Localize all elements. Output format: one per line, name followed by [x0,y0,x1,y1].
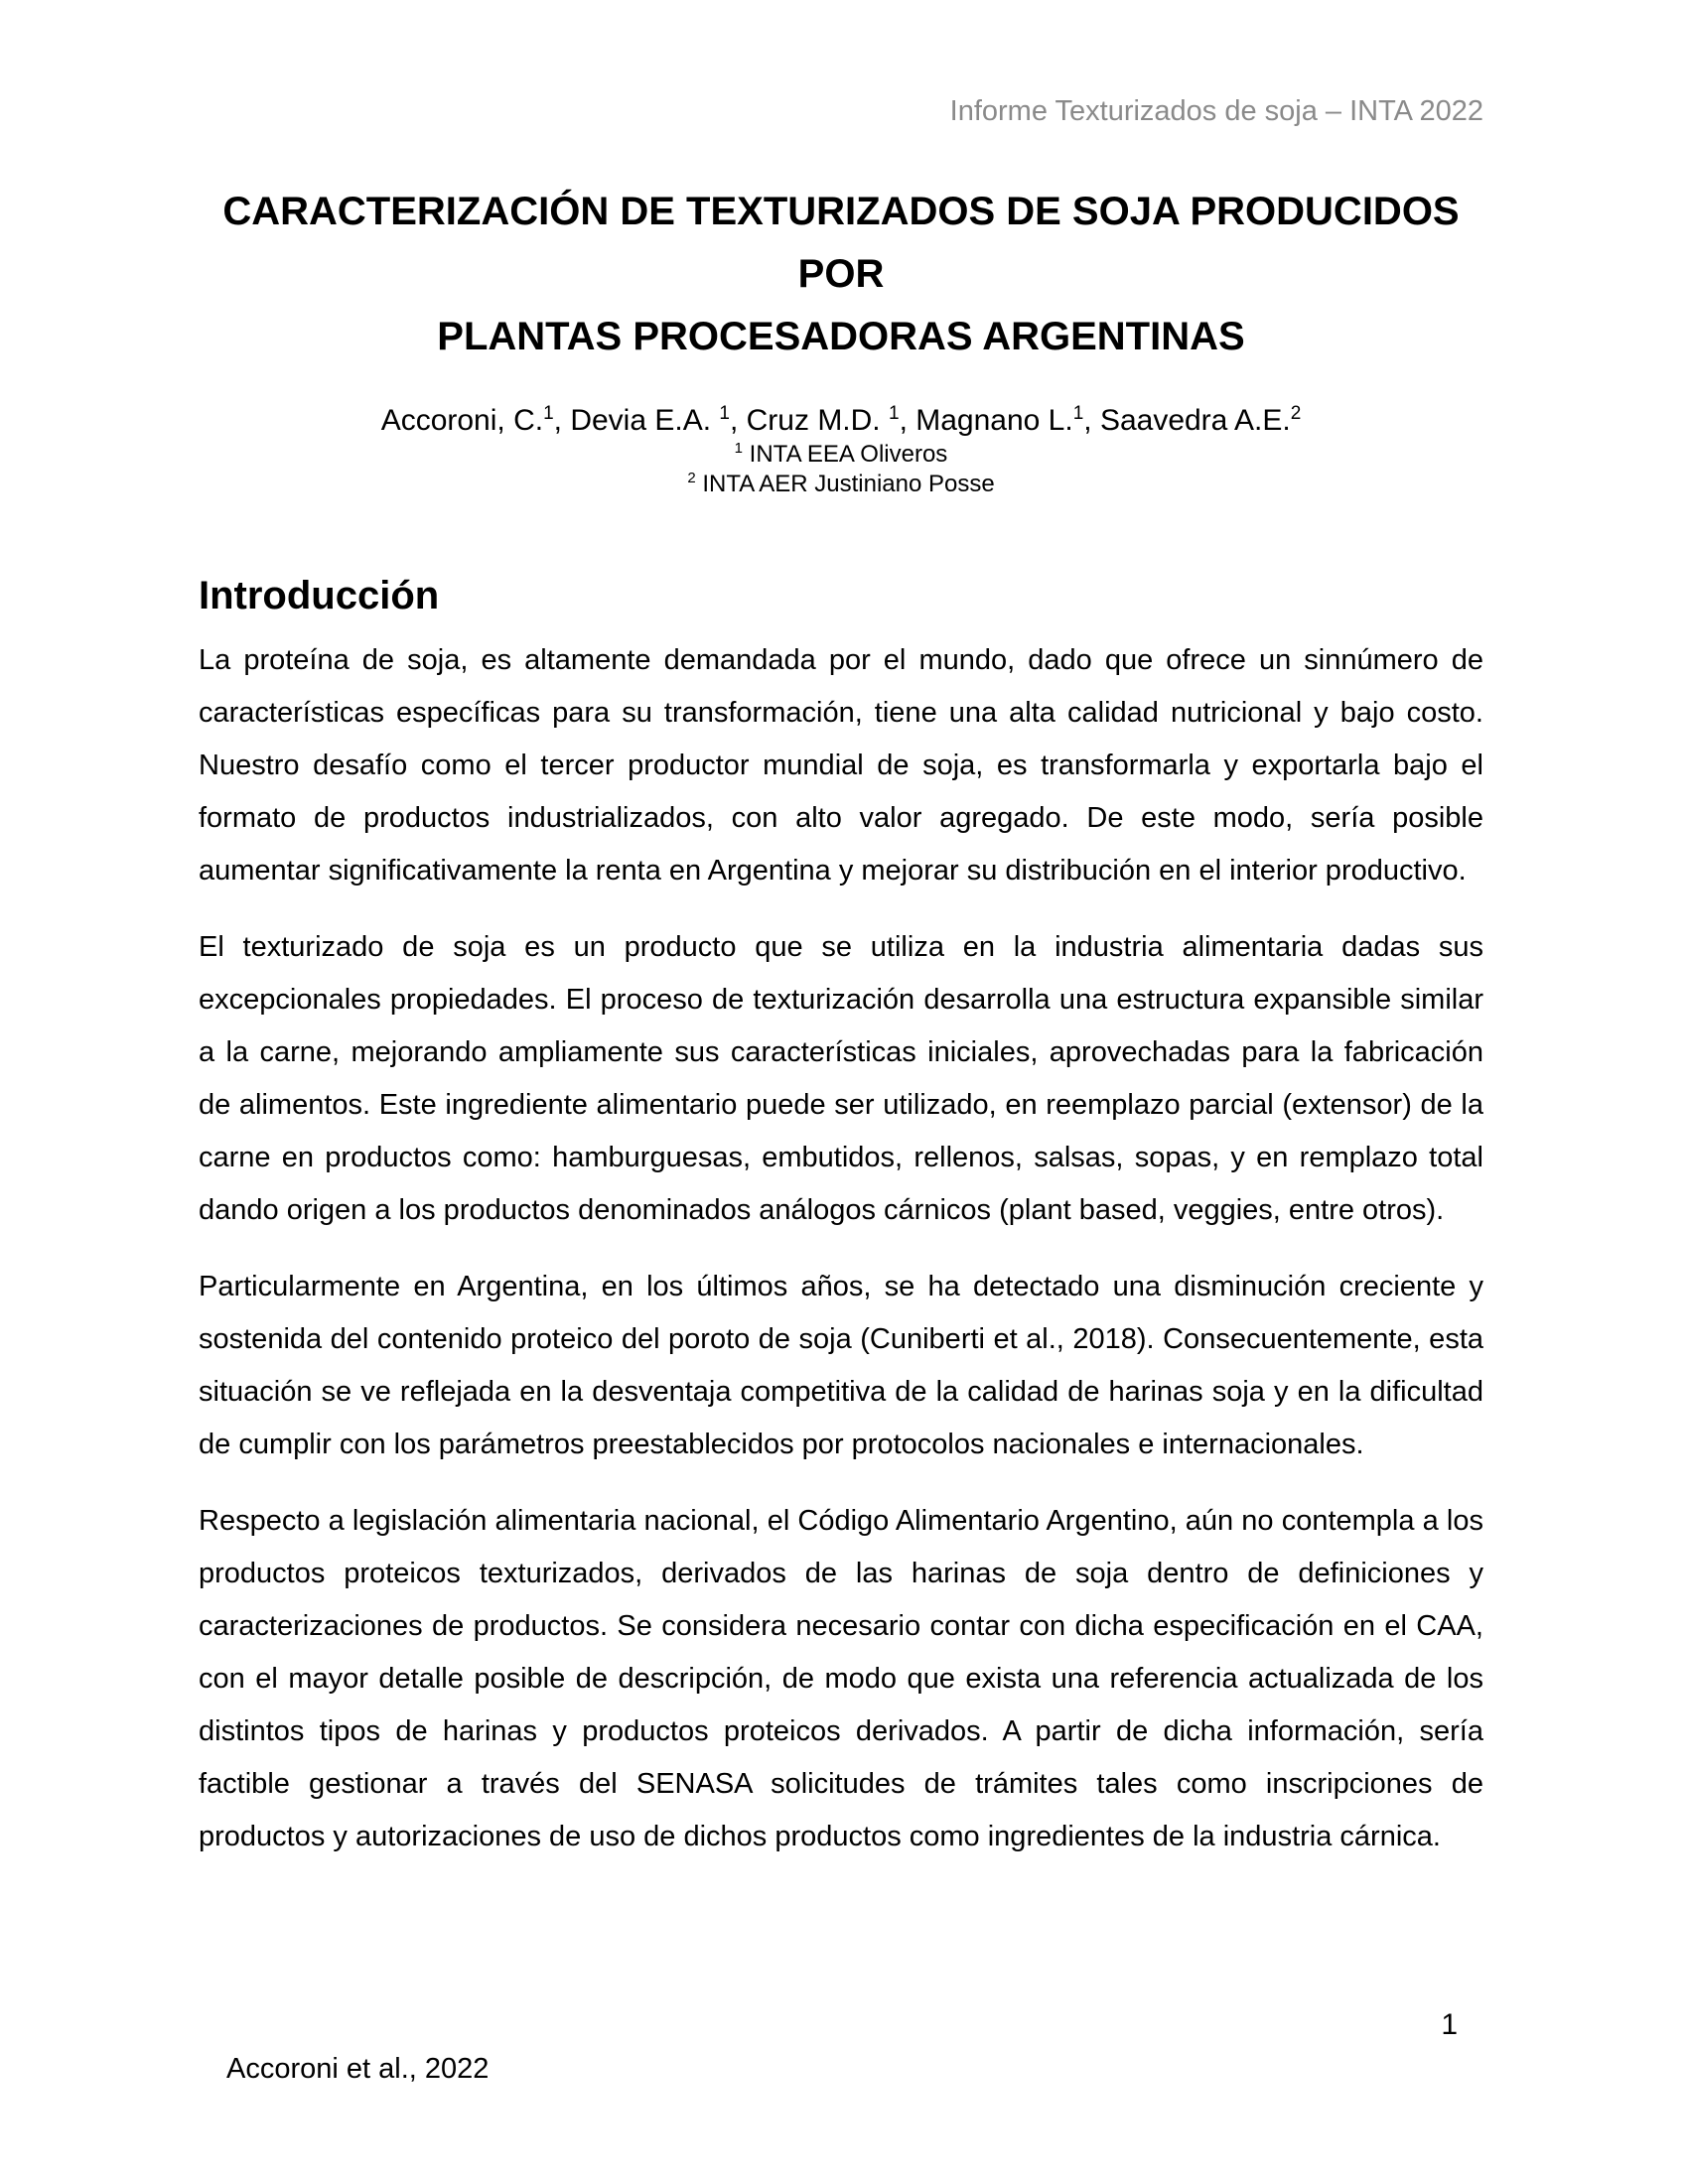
author [1100,404,1301,437]
author-name: Accoroni, C. [380,404,544,437]
author-name: Saavedra A.E. [1099,404,1291,437]
author [747,404,916,437]
author-separator: , [553,404,571,437]
document-title-line-1: CARACTERIZACIÓN DE TEXTURIZADOS DE SOJA PRODUCIDOS POR [222,190,1460,296]
author-affiliation-superscript: 1 [888,403,900,424]
author-separator: , [1083,404,1100,437]
document-title [199,181,1483,368]
affiliation-1 [199,440,1483,470]
author-name: Cruz M.D. [746,404,889,437]
section-heading-introduccion: Introducción [199,574,440,617]
affiliation-2 [199,470,1483,499]
author-affiliation-superscript: 1 [1072,403,1084,424]
body-paragraph-3: Particularmente en Argentina, en los últimos años, se ha detectado una disminución creciente y sostenida del contenido proteico del poroto de soja (Cuniberti et al., 2018). Consecuentemente, esta situación se ve reflejada en la desventaja competitiva de la calidad de harinas soja y en la dificultad de cumplir con los parámetros preestablecidos por protocolos nacionales e internacionales. [199,1271,1483,1460]
author [570,404,746,437]
author [915,404,1100,437]
author-name: Magnano L. [915,404,1073,437]
author [381,404,571,437]
author-name: Devia E.A. [570,404,720,437]
body-paragraph-4: Respecto a legislación alimentaria nacional, el Código Alimentario Argentino, aún no contempla a los productos proteicos texturizados, derivados de las harinas de soja dentro de definiciones y caracterizaciones de productos. Se considera necesario contar con dicha especificación en el CAA, con el mayor detalle posible de descripción, de modo que exista una referencia actualizada de los distintos tipos de harinas y productos proteicos derivados. A partir de dicha información, sería factible gestionar a través del SENASA solicitudes de trámites tales como inscripciones de productos y autorizaciones de uso de dichos productos como ingredientes de la industria cárnica. [199,1505,1483,1852]
author-affiliation-superscript: 1 [719,403,730,424]
affiliation-text: INTA AER Justiniano Posse [695,471,995,497]
author-affiliation-superscript: 2 [1290,403,1302,424]
page-content [199,0,1483,1863]
body-paragraph-2: El texturizado de soja es un producto que se utiliza en la industria alimentaria dadas sus excepcionales propiedades. El proceso de texturización desarrolla una estructura expansible similar a la carne, mejorando ampliamente sus características iniciales, aprovechadas para la fabricación de alimentos. Este ingrediente alimentario puede ser utilizado, en reemplazo parcial (extensor) de la carne en productos como: hamburguesas, embutidos, rellenos, salsas, sopas, y en remplazo total dando origen a los productos denominados análogos cárnicos (plant based, veggies, entre otros). [199,931,1483,1226]
author-separator: , [899,404,916,437]
running-header: Informe Texturizados de soja – INTA 2022 [949,95,1483,127]
page-number: 1 [1441,2008,1458,2041]
affiliation-superscript: 1 [734,440,744,457]
author-separator: , [729,404,747,437]
document-title-line-2: PLANTAS PROCESADORAS ARGENTINAS [437,315,1245,358]
author-affiliation-superscript: 1 [543,403,554,424]
footer-citation: Accoroni et al., 2022 [226,2053,490,2085]
affiliation-text: INTA EEA Oliveros [743,441,948,468]
affiliation-superscript: 2 [687,470,696,486]
body-paragraph-1: La proteína de soja, es altamente demandada por el mundo, dado que ofrece un sinnúmero de características específicas para su transformación, tiene una alta calidad nutricional y bajo costo. Nuestro desafío como el tercer productor mundial de soja, es transformarla y exportarla bajo el formato de productos industrializados, con alto valor agregado. De este modo, sería posible aumentar significativamente la renta en Argentina y mejorar su distribución en el interior productivo. [199,644,1483,887]
authors-line [199,402,1483,440]
